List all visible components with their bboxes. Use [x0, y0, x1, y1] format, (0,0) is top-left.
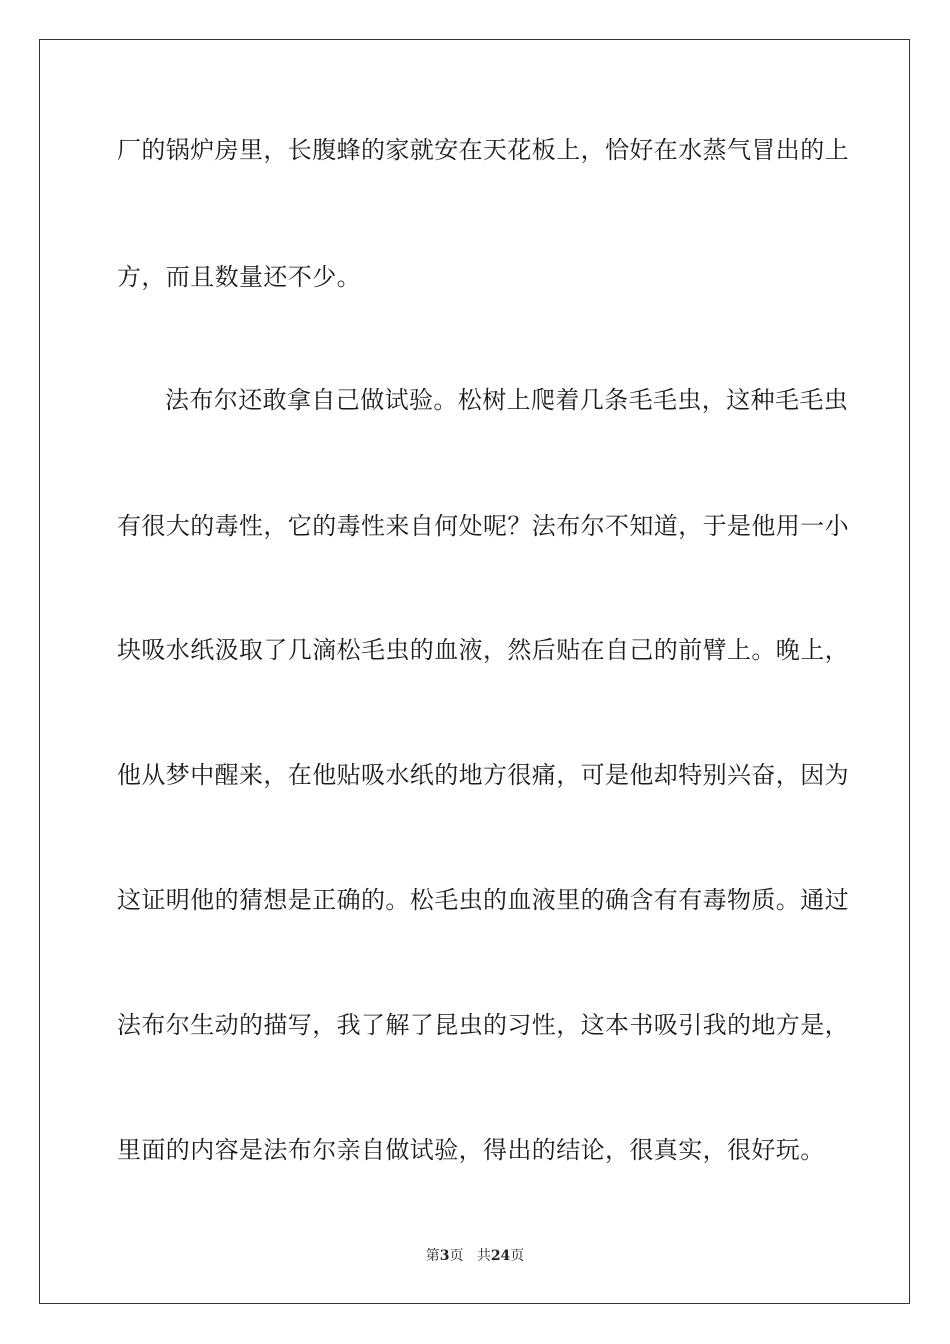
total-suffix: 页 [510, 1248, 525, 1264]
paragraph-line: 块吸水纸汲取了几滴松毛虫的血液，然后贴在自己的前臂上。晚上， [117, 636, 849, 664]
page-number: 3 [439, 1248, 450, 1264]
page-footer [0, 1247, 950, 1265]
paragraph-line: 厂的锅炉房里，长腹蜂的家就安在天花板上，恰好在水蒸气冒出的上 [117, 136, 849, 164]
total-pages: 24 [490, 1248, 511, 1264]
paragraph-line: 有很大的毒性，它的毒性来自何处呢？法布尔不知道，于是他用一小 [117, 512, 849, 540]
total-prefix: 共 [476, 1248, 491, 1264]
paragraph-line: 这证明他的猜想是正确的。松毛虫的血液里的确含有有毒物质。通过 [117, 886, 849, 914]
page-suffix: 页 [449, 1248, 464, 1264]
paragraph-line: 法布尔还敢拿自己做试验。松树上爬着几条毛毛虫，这种毛毛虫 [165, 386, 849, 414]
page-border [39, 39, 910, 1304]
paragraph-line: 他从梦中醒来，在他贴吸水纸的地方很痛，可是他却特别兴奋，因为 [117, 761, 849, 789]
page-prefix: 第 [425, 1248, 440, 1264]
paragraph-line: 法布尔生动的描写，我了解了昆虫的习性，这本书吸引我的地方是， [117, 1011, 849, 1039]
paragraph-line: 方，而且数量还不少。 [117, 263, 361, 291]
paragraph-line: 里面的内容是法布尔亲自做试验，得出的结论，很真实，很好玩。 [117, 1136, 825, 1164]
